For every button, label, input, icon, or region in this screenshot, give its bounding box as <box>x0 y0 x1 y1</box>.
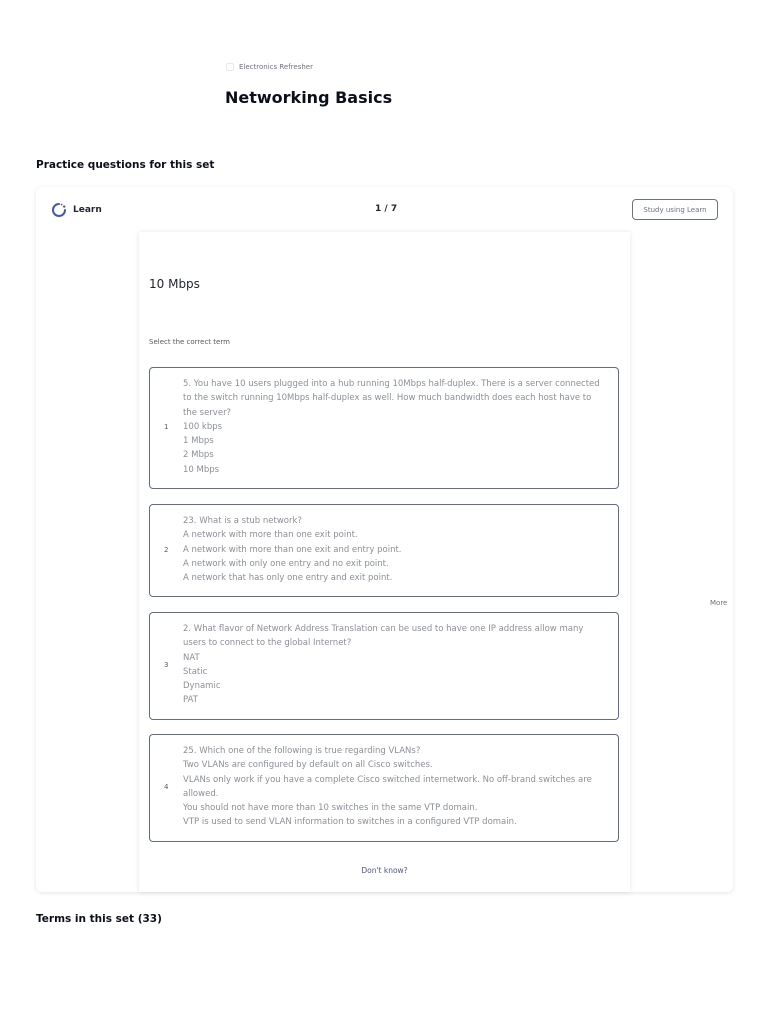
prompt-term: 10 Mbps <box>149 277 200 291</box>
page-title: Networking Basics <box>225 88 393 107</box>
option-line: 2 Mbps <box>183 450 214 461</box>
option-line: Dynamic <box>183 681 221 692</box>
option-line: 100 kbps <box>183 421 223 432</box>
option-number: 2 <box>164 546 169 554</box>
learn-mode-text: Learn <box>73 205 102 215</box>
option-line: VLANs only work if you have a complete Cisco switched internetwork. No off-brand switches are allowed. <box>183 774 592 799</box>
learn-icon <box>51 202 67 218</box>
option-number: 3 <box>164 661 169 669</box>
dont-know-link[interactable]: Don't know? <box>361 866 408 875</box>
option-line: 10 Mbps <box>183 464 220 475</box>
select-instruction: Select the correct term <box>149 338 230 346</box>
option-text <box>183 514 604 585</box>
option-text <box>183 622 604 708</box>
option-line: 5. You have 10 users plugged into a hub running 10Mbps half-duplex. There is a server connected to the switch running 10Mbps half-duplex as well. How much bandwidth does each host have to the server? <box>183 379 600 418</box>
option-number: 1 <box>164 423 169 431</box>
option-line: NAT <box>183 652 200 663</box>
option-line: Static <box>183 666 208 677</box>
option-line: You should not have more than 10 switches in the same VTP domain. <box>183 803 478 814</box>
option-line: A network with more than one exit point. <box>183 530 358 541</box>
progress-counter: 1 / 7 <box>375 204 398 214</box>
folder-icon <box>226 63 234 71</box>
option-number: 4 <box>164 783 169 791</box>
option-line: A network with only one entry and no exit point. <box>183 558 389 569</box>
option-line: Two VLANs are configured by default on all Cisco switches. <box>183 760 433 771</box>
answer-option[interactable] <box>149 734 619 842</box>
breadcrumb-label[interactable]: Electronics Refresher <box>239 63 313 71</box>
terms-heading: Terms in this set (33) <box>36 913 162 925</box>
option-line: A network that has only one entry and exit point. <box>183 573 393 584</box>
answer-option[interactable] <box>149 367 619 489</box>
option-line: PAT <box>183 695 198 706</box>
breadcrumb[interactable] <box>226 63 313 71</box>
option-line: VTP is used to send VLAN information to switches in a configured VTP domain. <box>183 817 517 828</box>
learn-mode-label <box>51 202 102 218</box>
practice-heading: Practice questions for this set <box>36 159 215 171</box>
option-line: 23. What is a stub network? <box>183 516 302 526</box>
study-using-learn-button[interactable]: Study using Learn <box>632 199 718 220</box>
option-line: 25. Which one of the following is true regarding VLANs? <box>183 746 421 756</box>
option-text <box>183 744 604 830</box>
learn-card <box>36 187 733 892</box>
option-line: 1 Mbps <box>183 436 214 447</box>
more-link[interactable]: More <box>710 599 728 607</box>
option-text <box>183 377 604 477</box>
option-line: A network with more than one exit and entry point. <box>183 544 402 555</box>
answer-option[interactable] <box>149 504 619 597</box>
option-line: 2. What flavor of Network Address Translation can be used to have one IP address allow many users to connect to the global Internet? <box>183 624 584 649</box>
answer-option[interactable] <box>149 612 619 720</box>
question-panel <box>139 232 630 892</box>
